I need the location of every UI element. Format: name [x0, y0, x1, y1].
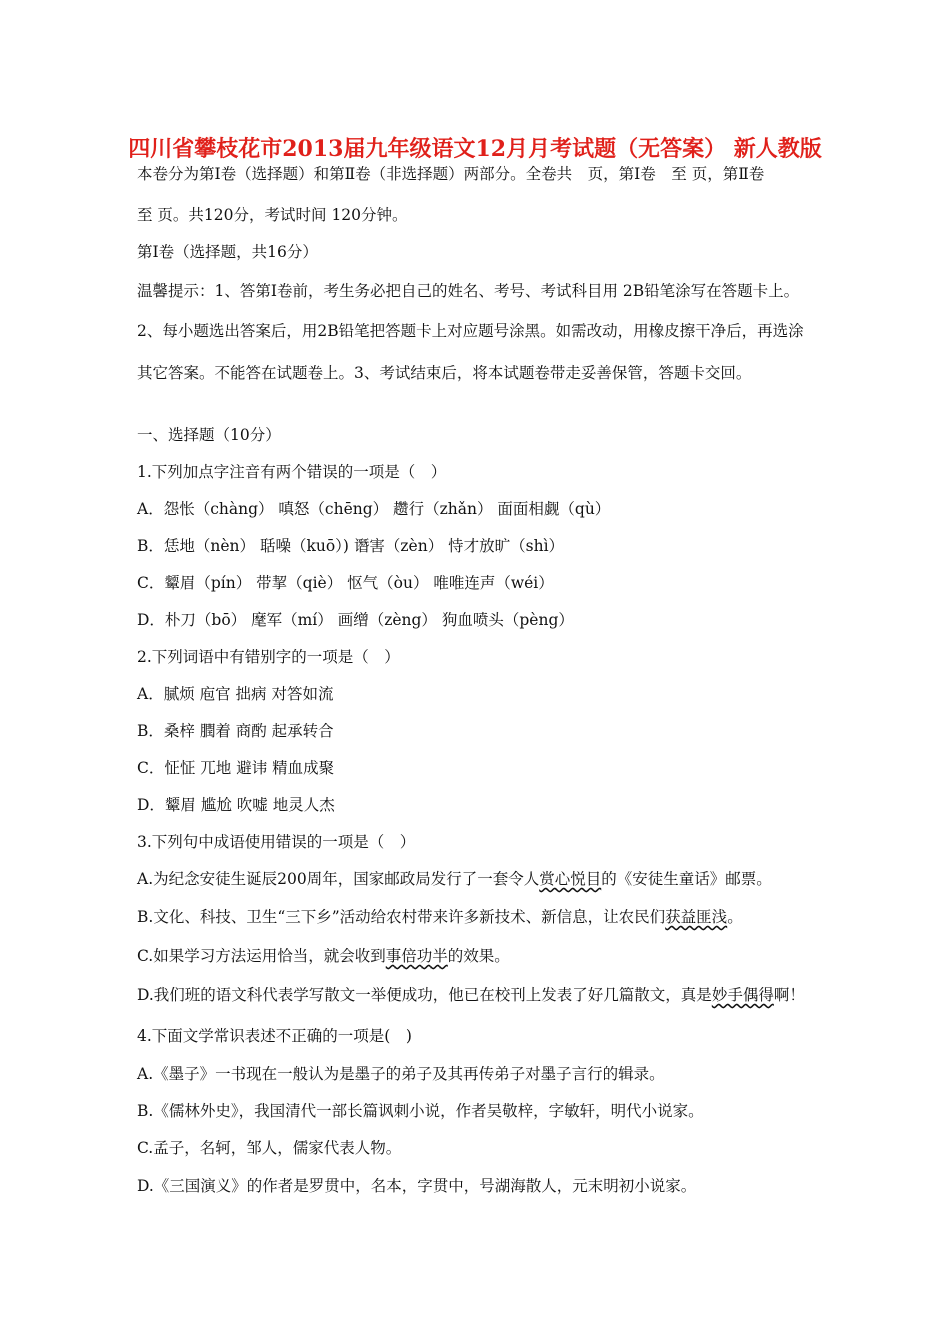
q1-option-c: C．颦眉（pín） 带挈（qiè） 怄气（òu） 唯唯连声（wéi） [137, 574, 554, 592]
tip-line-1: 温馨提示：1、答第Ⅰ卷前，考生务必把自己的姓名、考号、考试科目用 2B铅笔涂写在答题卡上。 [137, 282, 800, 300]
q4-option-a: A.《墨子》一书现在一般认为是墨子的弟子及其再传弟子对墨子言行的辑录。 [137, 1065, 665, 1083]
q3-option-b [137, 907, 743, 927]
q3-a-idiom: 赏心悦目 [539, 870, 602, 888]
q1-stem: 1.下列加点字注音有两个错误的一项是（ ） [137, 463, 447, 481]
q3-c-idiom: 事倍功半 [385, 947, 448, 965]
q3-option-d [137, 985, 805, 1005]
tip-line-3: 其它答案。不能答在试题卷上。3、考试结束后，将本试题卷带走妥善保管，答题卡交回。 [137, 364, 752, 382]
q4-stem: 4.下面文学常识表述不正确的一项是( ) [137, 1027, 412, 1045]
q4-option-d: D.《三国演义》的作者是罗贯中，名本，字贯中，号湖海散人，元末明初小说家。 [137, 1177, 697, 1195]
q2-option-c: C．怔怔 兀地 避讳 精血成聚 [137, 759, 335, 777]
q3-option-c [137, 946, 510, 966]
q3-stem: 3.下列句中成语使用错误的一项是（ ） [137, 833, 416, 851]
q4-option-c: C.孟子，名轲，邹人，儒家代表人物。 [137, 1139, 402, 1157]
q3-b-text: B.文化、科技、卫生“三下乡”活动给农村带来许多新技术、新信息，让农民们 [137, 908, 666, 926]
q3-option-a [137, 869, 772, 889]
q2-option-b: B．桑梓 膶着 商酌 起承转合 [137, 722, 334, 740]
tip-line-2: 2、每小题选出答案后，用2B铅笔把答题卡上对应题号涂黑。如需改动，用橡皮擦干净后，再选涂 [137, 322, 804, 340]
q3-b-tail: 。 [727, 908, 743, 926]
part1-heading: 第Ⅰ卷（选择题，共16分） [137, 243, 318, 261]
q1-option-b: B．恁地（nèn） 聒噪（kuō）) 谮害（zèn） 恃才放旷（shì） [137, 537, 565, 555]
q2-stem: 2.下列词语中有错别字的一项是（ ） [137, 648, 400, 666]
q1-option-d: D．朴刀（bō） 麾军（mí） 画缯（zèng） 狗血喷头（pèng） [137, 611, 574, 629]
page-title: 四川省攀枝花市2013届九年级语文12月月考试题（无答案） 新人教版 [128, 136, 822, 162]
q2-option-a: A．腻烦 庖官 拙病 对答如流 [137, 685, 334, 703]
q3-a-text: A.为纪念安徒生诞辰200周年，国家邮政局发行了一套令人 [137, 870, 540, 888]
q3-a-tail: 的《安徒生童话》邮票。 [601, 870, 772, 888]
intro-line-2: 至 页。共120分，考试时间 120分钟。 [137, 206, 408, 224]
q3-b-idiom: 获益匪浅 [665, 908, 728, 926]
q3-d-tail: 啊！ [773, 986, 805, 1004]
q3-d-text: D.我们班的语文科代表学写散文一举便成功，他已在校刊上发表了好几篇散文，真是 [137, 986, 712, 1004]
q3-c-tail: 的效果。 [447, 947, 510, 965]
q2-option-d: D．颦眉 尴尬 吹嘘 地灵人杰 [137, 796, 335, 814]
q1-option-a: A．怨怅（chàng） 嗔怒（chēng） 趱行（zhǎn） 面面相觑（qù） [137, 500, 611, 518]
section-heading: 一、选择题（10分） [137, 426, 281, 444]
q3-c-text: C.如果学习方法运用恰当，就会收到 [137, 947, 386, 965]
q4-option-b: B.《儒林外史》，我国清代一部长篇讽刺小说，作者吴敬梓，字敏轩，明代小说家。 [137, 1102, 704, 1120]
q3-d-idiom: 妙手偶得 [711, 986, 774, 1004]
intro-line-1: 本卷分为第Ⅰ卷（选择题）和第Ⅱ卷（非选择题）两部分。全卷共 页，第Ⅰ卷 至 页，第Ⅱ卷 [137, 165, 765, 183]
